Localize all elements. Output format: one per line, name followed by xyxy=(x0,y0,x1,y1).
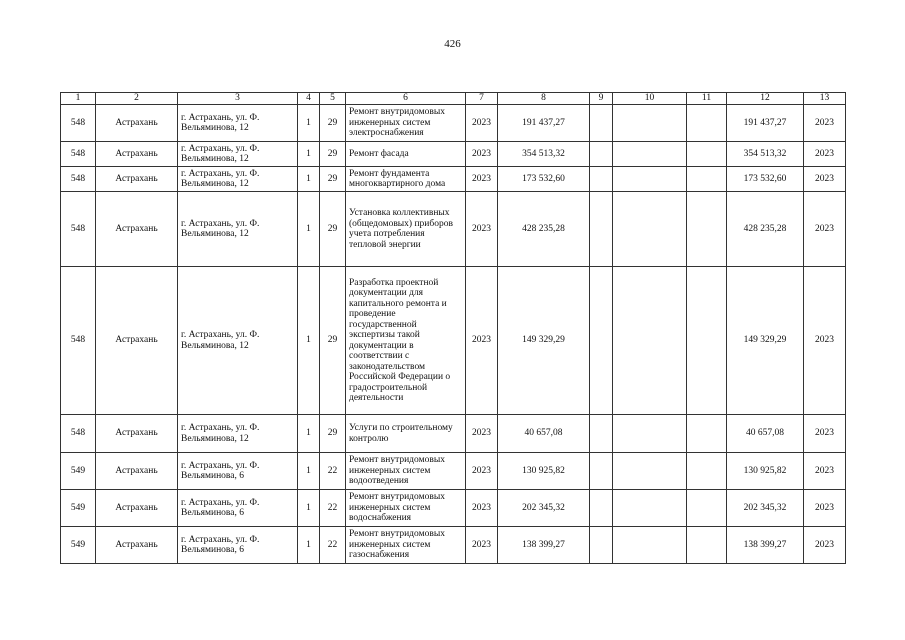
table-row xyxy=(61,142,846,167)
cell-col-11 xyxy=(687,192,727,267)
table-row xyxy=(61,267,846,415)
cell-col-6: Ремонт фундамента многоквартирного дома xyxy=(346,167,466,192)
cell-col-8: 173 532,60 xyxy=(498,167,590,192)
cell-col-12: 202 345,32 xyxy=(727,490,804,527)
cell-col-5: 29 xyxy=(320,267,346,415)
cell-col-10 xyxy=(613,105,687,142)
cell-col-1: 549 xyxy=(61,490,96,527)
cell-col-6: Услуги по строительному контролю xyxy=(346,415,466,453)
cell-col-7: 2023 xyxy=(466,267,498,415)
cell-col-7: 2023 xyxy=(466,490,498,527)
cell-col-2: Астрахань xyxy=(96,267,178,415)
cell-col-13: 2023 xyxy=(804,192,846,267)
cell-col-9 xyxy=(590,490,613,527)
cell-col-6: Ремонт фасада xyxy=(346,142,466,167)
table-row xyxy=(61,415,846,453)
cell-col-9 xyxy=(590,267,613,415)
cell-col-13: 2023 xyxy=(804,267,846,415)
cell-col-8: 40 657,08 xyxy=(498,415,590,453)
cell-col-11 xyxy=(687,105,727,142)
cell-col-11 xyxy=(687,267,727,415)
cell-col-5: 29 xyxy=(320,192,346,267)
cell-col-12: 149 329,29 xyxy=(727,267,804,415)
table-row xyxy=(61,490,846,527)
cell-col-12: 40 657,08 xyxy=(727,415,804,453)
repair-plan-table xyxy=(60,92,846,564)
cell-col-13: 2023 xyxy=(804,142,846,167)
cell-col-1: 548 xyxy=(61,415,96,453)
cell-col-11 xyxy=(687,167,727,192)
cell-col-9 xyxy=(590,167,613,192)
cell-col-7: 2023 xyxy=(466,142,498,167)
cell-col-11 xyxy=(687,415,727,453)
column-header: 8 xyxy=(498,93,590,105)
cell-col-6: Разработка проектной документации для капитального ремонта и проведение государственной экспертизы такой документации в соответствии с законодательством Российской Федерации о градостроительной деятельности xyxy=(346,267,466,415)
cell-col-9 xyxy=(590,105,613,142)
column-header: 4 xyxy=(298,93,320,105)
column-header: 2 xyxy=(96,93,178,105)
cell-col-7: 2023 xyxy=(466,453,498,490)
cell-col-2: Астрахань xyxy=(96,490,178,527)
cell-col-1: 549 xyxy=(61,527,96,564)
cell-col-5: 29 xyxy=(320,167,346,192)
cell-col-7: 2023 xyxy=(466,105,498,142)
cell-col-4: 1 xyxy=(298,490,320,527)
cell-col-9 xyxy=(590,453,613,490)
cell-col-11 xyxy=(687,527,727,564)
cell-col-10 xyxy=(613,415,687,453)
cell-col-8: 149 329,29 xyxy=(498,267,590,415)
column-header: 11 xyxy=(687,93,727,105)
table-row xyxy=(61,105,846,142)
cell-col-5: 29 xyxy=(320,105,346,142)
cell-col-2: Астрахань xyxy=(96,167,178,192)
table-row xyxy=(61,167,846,192)
page-number: 426 xyxy=(444,38,461,50)
cell-col-1: 548 xyxy=(61,105,96,142)
cell-col-3: г. Астрахань, ул. Ф. Вельяминова, 6 xyxy=(178,527,298,564)
table-row xyxy=(61,527,846,564)
cell-col-4: 1 xyxy=(298,453,320,490)
cell-col-8: 191 437,27 xyxy=(498,105,590,142)
cell-col-12: 428 235,28 xyxy=(727,192,804,267)
cell-col-1: 548 xyxy=(61,142,96,167)
cell-col-8: 138 399,27 xyxy=(498,527,590,564)
column-header: 12 xyxy=(727,93,804,105)
cell-col-4: 1 xyxy=(298,142,320,167)
cell-col-3: г. Астрахань, ул. Ф. Вельяминова, 12 xyxy=(178,267,298,415)
table-row xyxy=(61,453,846,490)
cell-col-6: Ремонт внутридомовых инженерных систем электроснабжения xyxy=(346,105,466,142)
cell-col-7: 2023 xyxy=(466,167,498,192)
cell-col-13: 2023 xyxy=(804,490,846,527)
cell-col-8: 354 513,32 xyxy=(498,142,590,167)
cell-col-4: 1 xyxy=(298,167,320,192)
column-header: 5 xyxy=(320,93,346,105)
cell-col-3: г. Астрахань, ул. Ф. Вельяминова, 12 xyxy=(178,192,298,267)
cell-col-11 xyxy=(687,453,727,490)
cell-col-1: 549 xyxy=(61,453,96,490)
cell-col-13: 2023 xyxy=(804,453,846,490)
cell-col-7: 2023 xyxy=(466,415,498,453)
cell-col-10 xyxy=(613,192,687,267)
cell-col-8: 202 345,32 xyxy=(498,490,590,527)
cell-col-8: 428 235,28 xyxy=(498,192,590,267)
column-header: 7 xyxy=(466,93,498,105)
cell-col-6: Ремонт внутридомовых инженерных систем газоснабжения xyxy=(346,527,466,564)
cell-col-3: г. Астрахань, ул. Ф. Вельяминова, 12 xyxy=(178,415,298,453)
column-header: 9 xyxy=(590,93,613,105)
cell-col-5: 22 xyxy=(320,490,346,527)
cell-col-11 xyxy=(687,490,727,527)
cell-col-5: 22 xyxy=(320,527,346,564)
cell-col-5: 22 xyxy=(320,453,346,490)
cell-col-4: 1 xyxy=(298,192,320,267)
cell-col-1: 548 xyxy=(61,267,96,415)
cell-col-10 xyxy=(613,167,687,192)
cell-col-6: Установка коллективных (общедомовых) приборов учета потребления тепловой энергии xyxy=(346,192,466,267)
cell-col-3: г. Астрахань, ул. Ф. Вельяминова, 12 xyxy=(178,167,298,192)
cell-col-10 xyxy=(613,267,687,415)
cell-col-7: 2023 xyxy=(466,527,498,564)
cell-col-2: Астрахань xyxy=(96,527,178,564)
cell-col-1: 548 xyxy=(61,167,96,192)
cell-col-2: Астрахань xyxy=(96,142,178,167)
cell-col-2: Астрахань xyxy=(96,415,178,453)
cell-col-7: 2023 xyxy=(466,192,498,267)
cell-col-9 xyxy=(590,527,613,564)
cell-col-4: 1 xyxy=(298,415,320,453)
header-row xyxy=(61,93,846,105)
cell-col-2: Астрахань xyxy=(96,453,178,490)
cell-col-9 xyxy=(590,192,613,267)
cell-col-12: 173 532,60 xyxy=(727,167,804,192)
cell-col-9 xyxy=(590,142,613,167)
cell-col-12: 138 399,27 xyxy=(727,527,804,564)
cell-col-8: 130 925,82 xyxy=(498,453,590,490)
cell-col-13: 2023 xyxy=(804,527,846,564)
cell-col-3: г. Астрахань, ул. Ф. Вельяминова, 12 xyxy=(178,105,298,142)
cell-col-10 xyxy=(613,142,687,167)
cell-col-3: г. Астрахань, ул. Ф. Вельяминова, 12 xyxy=(178,142,298,167)
cell-col-1: 548 xyxy=(61,192,96,267)
cell-col-10 xyxy=(613,490,687,527)
cell-col-3: г. Астрахань, ул. Ф. Вельяминова, 6 xyxy=(178,453,298,490)
cell-col-4: 1 xyxy=(298,527,320,564)
cell-col-2: Астрахань xyxy=(96,105,178,142)
cell-col-12: 191 437,27 xyxy=(727,105,804,142)
cell-col-9 xyxy=(590,415,613,453)
cell-col-13: 2023 xyxy=(804,167,846,192)
cell-col-4: 1 xyxy=(298,267,320,415)
cell-col-13: 2023 xyxy=(804,415,846,453)
cell-col-10 xyxy=(613,527,687,564)
cell-col-11 xyxy=(687,142,727,167)
cell-col-4: 1 xyxy=(298,105,320,142)
column-header: 1 xyxy=(61,93,96,105)
cell-col-10 xyxy=(613,453,687,490)
cell-col-5: 29 xyxy=(320,142,346,167)
cell-col-12: 354 513,32 xyxy=(727,142,804,167)
column-header: 6 xyxy=(346,93,466,105)
cell-col-13: 2023 xyxy=(804,105,846,142)
cell-col-3: г. Астрахань, ул. Ф. Вельяминова, 6 xyxy=(178,490,298,527)
column-header: 10 xyxy=(613,93,687,105)
table-row xyxy=(61,192,846,267)
cell-col-5: 29 xyxy=(320,415,346,453)
cell-col-6: Ремонт внутридомовых инженерных систем водоснабжения xyxy=(346,490,466,527)
cell-col-12: 130 925,82 xyxy=(727,453,804,490)
cell-col-6: Ремонт внутридомовых инженерных систем водоотведения xyxy=(346,453,466,490)
column-header: 13 xyxy=(804,93,846,105)
column-header: 3 xyxy=(178,93,298,105)
cell-col-2: Астрахань xyxy=(96,192,178,267)
